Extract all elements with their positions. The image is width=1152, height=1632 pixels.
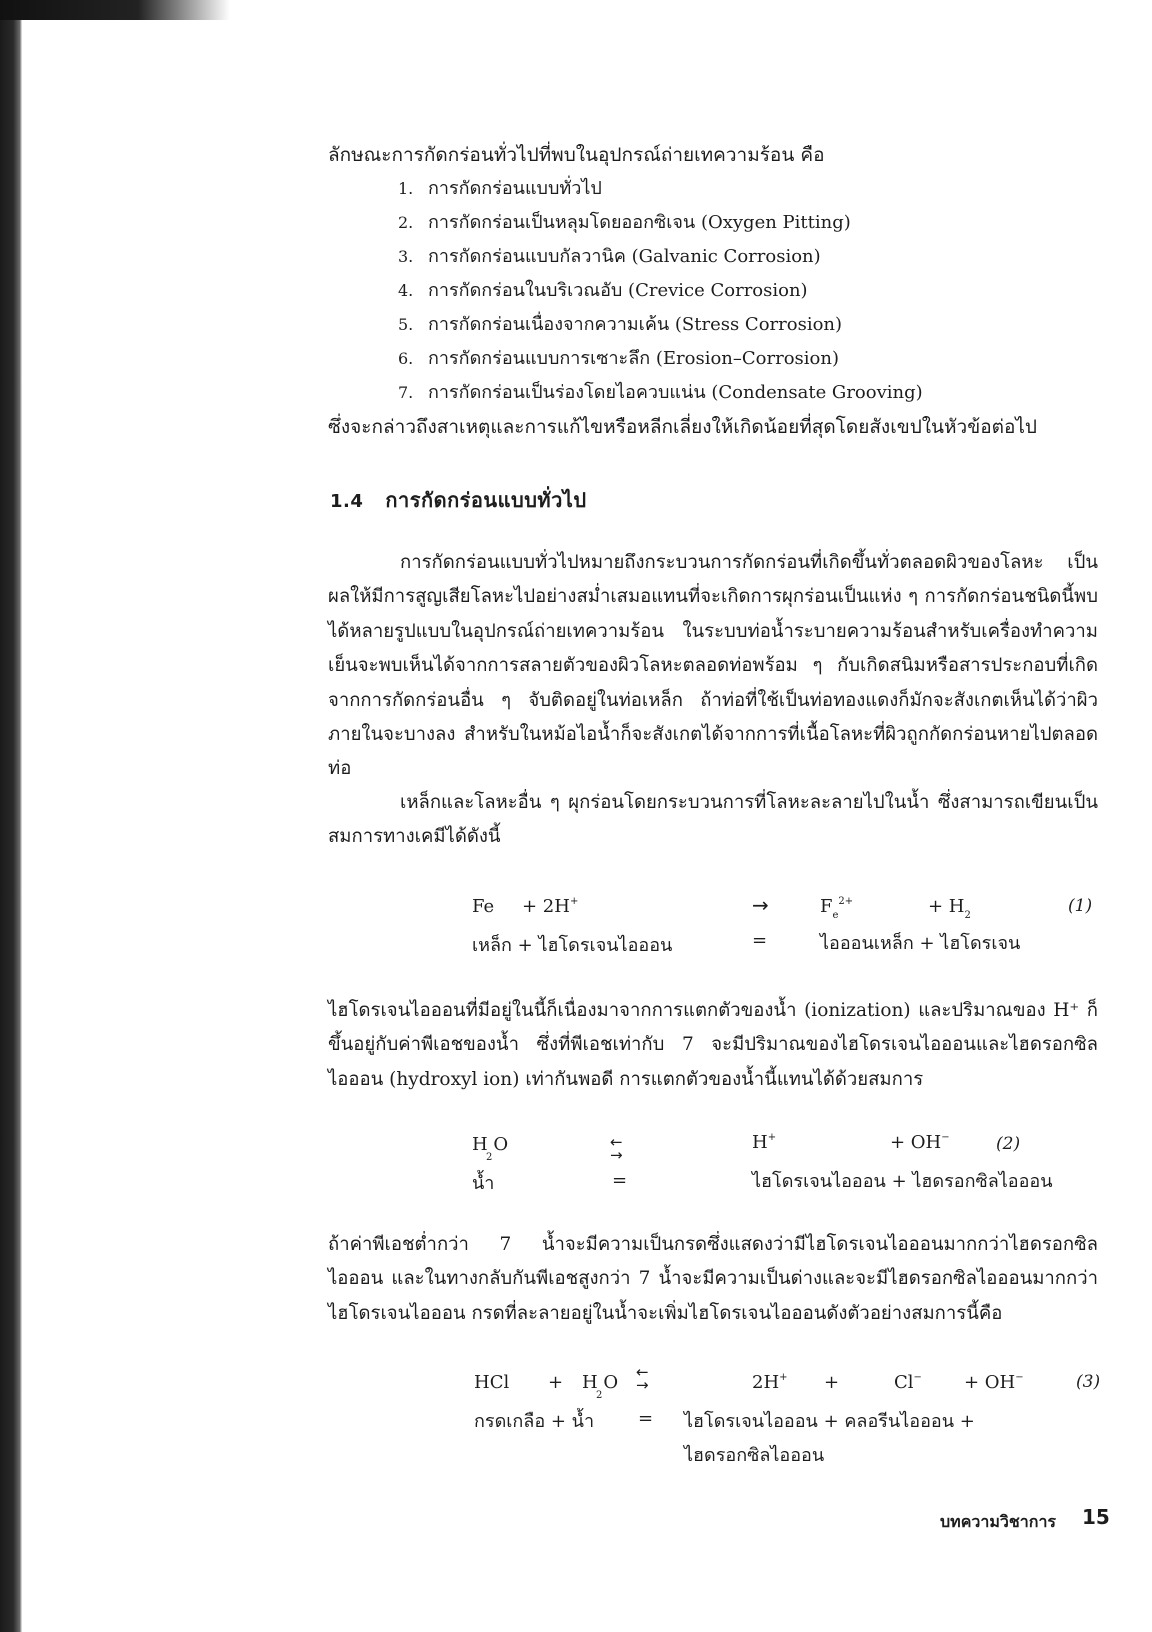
eq3-reactant-1: HCl bbox=[474, 1372, 510, 1393]
section-heading bbox=[330, 484, 587, 516]
eq1-product-1: $F_e^{2+}$ bbox=[820, 896, 854, 921]
list-item: 5. การกัดกร่อนเนื่องจากความเค้น (Stress Corrosion) bbox=[398, 314, 843, 335]
section-title: การกัดกร่อนแบบทั่วไป bbox=[385, 488, 587, 512]
eq3-product-1: 2H+ bbox=[752, 1372, 788, 1393]
paragraph-1: การกัดกร่อนแบบทั่วไปหมายถึงกระบวนการกัดกร่อนที่เกิดขึ้นทั่วตลอดผิวของโลหะ เป็นผลให้มีการสูญเสียโลหะไปอย่างสม่ำเสมอแทนที่จะเกิดการผุกร่อนเป็นแห่ง ๆ การกัดกร่อนชนิดนี้พบได้หลายรูปแบบในอุปกรณ์ถ่ายเทความร้อน ในระบบท่อน้ำระบายความร้อนสำหรับเครื่องทำความเย็นจะพบเห็นได้จากการสลายตัวของผิวโลหะตลอดท่อพร้อม ๆ กับเกิดสนิมหรือสารประกอบที่เกิดจากการกัดกร่อนอื่น ๆ จับติดอยู่ในท่อเหล็ก ถ้าท่อที่ใช้เป็นท่อทองแดงก็มักจะสังเกตเห็นได้ว่าผิวภายในจะบางลง สำหรับในหม้อไอน้ำก็จะสังเกตได้จากการที่เนื้อโลหะที่ผิวถูกกัดกร่อนหายไปตลอดท่อ bbox=[328, 552, 1098, 780]
eq2-number: (2) bbox=[996, 1134, 1021, 1154]
eq2-thai-right: ไฮโดรเจนไอออน + ไฮดรอกซิลไอออน bbox=[752, 1171, 1053, 1192]
list-item: 3. การกัดกร่อนแบบกัลวานิค (Galvanic Corrosion) bbox=[398, 246, 821, 267]
eq3-product-2: Cl− bbox=[894, 1372, 922, 1393]
list-item: 2. การกัดกร่อนเป็นหลุมโดยออกซิเจน (Oxygen Pitting) bbox=[398, 212, 851, 233]
eq2-reactant-sub: 2 bbox=[486, 1152, 493, 1163]
eq1-thai-right: ไอออนเหล็ก + ไฮโดรเจน bbox=[820, 933, 1021, 954]
list-item: 6. การกัดกร่อนแบบการเซาะลึก (Erosion–Corrosion) bbox=[398, 348, 839, 369]
eq1-reactant-2: + 2H+ bbox=[522, 896, 579, 917]
eq2-equilibrium-arrow: ← → bbox=[610, 1133, 623, 1164]
page-number: 15 bbox=[1082, 1505, 1110, 1529]
section-number: 1.4 bbox=[330, 491, 364, 512]
eq3-reactant-2: H O bbox=[582, 1372, 619, 1393]
eq3-product-3: + OH− bbox=[964, 1372, 1024, 1393]
paragraph-4: ถ้าค่าพีเอชต่ำกว่า 7 น้ำจะมีความเป็นกรดซึ่งแสดงว่ามีไฮโดรเจนไอออนมากกว่าไฮดรอกซิลไอออน และในทางกลับกันพีเอชสูงกว่า 7 น้ำจะมีความเป็นด่างและจะมีไฮดรอกซิลไอออนมากกว่าไฮโดรเจนไอออน กรดที่ละลายอยู่ในน้ำจะเพิ่มไฮโดรเจนไอออนดังตัวอย่างสมการนี้คือ bbox=[328, 1234, 1098, 1324]
eq3-equals: = bbox=[638, 1408, 654, 1429]
eq2-product-1: H+ bbox=[752, 1132, 777, 1153]
paragraph-2: เหล็กและโลหะอื่น ๆ ผุกร่อนโดยกระบวนการที่โลหะละลายไปในน้ำ ซึ่งสามารถเขียนเป็นสมการทางเคมีได้ดังนี้ bbox=[328, 792, 1098, 848]
eq2-product-2: + OH− bbox=[890, 1132, 950, 1153]
eq3-thai-left: กรดเกลือ + น้ำ bbox=[474, 1411, 595, 1432]
eq2-reactant: H O bbox=[472, 1134, 509, 1155]
eq2-equals: = bbox=[612, 1170, 628, 1191]
eq3-equilibrium-arrow: ← → bbox=[636, 1363, 649, 1394]
list-item: 1. การกัดกร่อนแบบทั่วไป bbox=[398, 178, 602, 199]
eq3-number: (3) bbox=[1076, 1372, 1101, 1392]
list-item: 4. การกัดกร่อนในบริเวณอับ (Crevice Corrosion) bbox=[398, 280, 808, 301]
eq1-equals: = bbox=[752, 930, 768, 951]
eq1-reactant: Fe bbox=[472, 896, 495, 917]
eq3-thai-right-2: ไฮดรอกซิลไอออน bbox=[684, 1445, 825, 1466]
eq1-thai-left: เหล็ก + ไฮโดรเจนไอออน bbox=[472, 935, 673, 956]
eq1-number: (1) bbox=[1068, 896, 1093, 916]
eq1-arrow: → bbox=[752, 893, 769, 917]
eq1-product-2: + $H_2$ bbox=[928, 896, 971, 921]
list-item: 7. การกัดกร่อนเป็นร่องโดยไอควบแน่น (Condensate Grooving) bbox=[398, 382, 923, 403]
eq3-thai-right: ไฮโดรเจนไอออน + คลอรีนไอออน + bbox=[684, 1411, 975, 1432]
eq3-reactant-2-sub: 2 bbox=[596, 1390, 603, 1401]
intro-line: ลักษณะการกัดกร่อนทั่วไปที่พบในอุปกรณ์ถ่ายเทความร้อน คือ bbox=[328, 144, 825, 166]
outro-line: ซึ่งจะกล่าวถึงสาเหตุและการแก้ไขหรือหลีกเลี่ยงให้เกิดน้อยที่สุดโดยสังเขปในหัวข้อต่อไป bbox=[328, 416, 1037, 438]
eq2-thai-left: น้ำ bbox=[472, 1173, 495, 1194]
footer-label: บทความวิชาการ bbox=[940, 1512, 1057, 1531]
eq3-plus-2: + bbox=[824, 1372, 840, 1393]
paragraph-3: ไฮโดรเจนไอออนที่มีอยู่ในนี้ก็เนื่องมาจากการแตกตัวของน้ำ (ionization) และปริมาณของ H⁺ ก็ขึ้นอยู่กับค่าพีเอชของน้ำ ซึ่งที่พีเอชเท่ากับ 7 จะมีปริมาณของไฮโดรเจนไอออนและไฮดรอกซิลไอออน (hydroxyl ion) เท่ากันพอดี การแตกตัวของน้ำนี้แทนได้ด้วยสมการ bbox=[328, 1000, 1098, 1090]
eq3-plus-1: + bbox=[548, 1372, 564, 1393]
